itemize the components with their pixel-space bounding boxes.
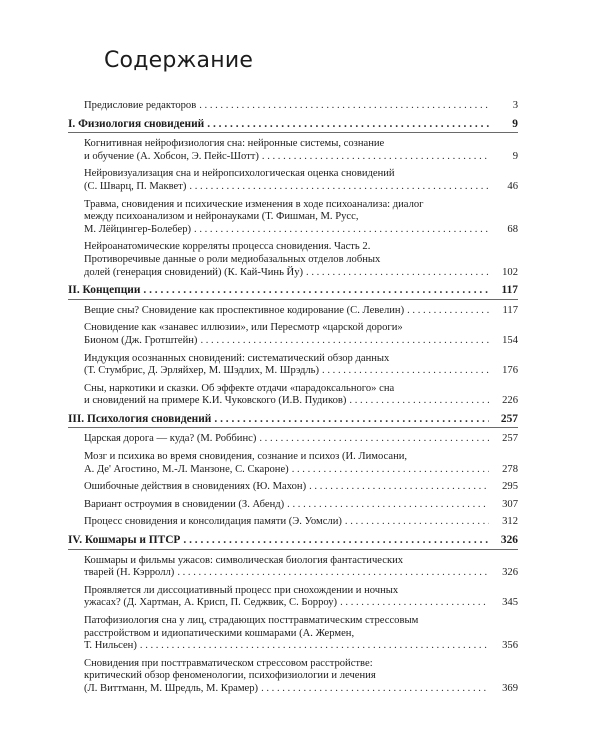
- dot-leader: [292, 464, 489, 477]
- page-number: 257: [500, 412, 518, 425]
- toc-part-heading: [68, 118, 518, 131]
- toc-entry: [68, 168, 518, 193]
- toc-entry-title: (С. Шварц, П. Маквет): [84, 180, 187, 192]
- toc-entry: [68, 481, 518, 494]
- toc-entry: [68, 433, 518, 446]
- dot-leader: [349, 395, 489, 408]
- toc-entry-title: Т. Нильсен): [84, 640, 137, 652]
- toc-entry-line: Нейровизуализация сна и нейропсихологическая оценка сновидений: [84, 168, 395, 180]
- toc-entry-line: Патофизиология сна у лиц, страдающих посттравматическим стрессовым: [84, 615, 419, 626]
- toc-entry: [68, 353, 518, 378]
- toc-entry-line: Сновидения при посттравматическом стрессовом расстройстве:: [84, 657, 373, 669]
- toc-entry-title: и обучение (А. Хобсон, Э. Пейс-Шотт): [84, 150, 259, 162]
- toc-entry: [68, 516, 518, 529]
- dot-leader: [309, 481, 489, 494]
- dot-leader: [207, 118, 489, 131]
- toc-entry-title: Царская дорога — куда? (М. Роббинс): [84, 433, 257, 445]
- toc-entry: [68, 322, 518, 347]
- toc-entry-line: Кошмары и фильмы ужасов: символическая биология фантастических: [84, 554, 404, 566]
- page-number: 46: [507, 180, 518, 192]
- toc-entry-title: тварей (Н. Кэрролл): [84, 567, 175, 579]
- page-number: 9: [512, 150, 518, 162]
- dot-leader: [262, 151, 489, 164]
- toc-entry-line: расстройством и идиопатическими кошмарами (А. Жермен,: [84, 627, 355, 639]
- toc-entry-title: Процесс сновидения и консолидация памяти (Э. Уомсли): [84, 516, 342, 528]
- page-number: 226: [502, 395, 518, 407]
- dot-leader: [306, 267, 489, 280]
- toc-entry-title: Предисловие редакторов: [84, 100, 197, 111]
- toc-entry: [68, 615, 518, 653]
- toc-entry-title: III. Психология сновидений: [68, 412, 212, 425]
- dot-leader: [259, 433, 489, 446]
- dot-leader: [345, 516, 489, 529]
- page-number: 345: [502, 597, 518, 609]
- toc-entry-title: IV. Кошмары и ПТСР: [68, 534, 181, 547]
- page-number: 257: [502, 433, 518, 445]
- toc-entry-line: Мозг и психика во время сновидения, сознание и психоз (И. Лимосани,: [84, 451, 408, 463]
- toc-entry: [68, 555, 518, 580]
- toc-entry-title: и сновидений на примере К.И. Чуковского (И.В. Пудиков): [84, 395, 347, 407]
- toc-entry: [68, 585, 518, 610]
- dot-leader: [189, 181, 489, 194]
- page-number: 307: [502, 498, 518, 510]
- dot-leader: [200, 335, 489, 348]
- toc-entry-title: М. Лёйцингер-Болебер): [84, 223, 192, 235]
- toc-entry-title: долей (генерация сновидений) (К. Кай-Чинь Йу): [84, 266, 304, 278]
- page-number: 117: [502, 304, 518, 316]
- dot-leader: [340, 597, 489, 610]
- toc-entry-title: Вещие сны? Сновидение как проспективное кодирование (С. Левелин): [84, 304, 405, 316]
- dot-leader: [140, 640, 489, 653]
- toc-entry: [68, 658, 518, 696]
- dot-leader: [194, 224, 489, 237]
- page-number: 154: [502, 334, 518, 346]
- dot-leader: [322, 365, 489, 378]
- page-number: 102: [502, 266, 518, 278]
- dot-leader: [261, 683, 489, 696]
- toc-entry-line: Проявляется ли диссоциативный процесс при снохождении и ночных: [84, 584, 399, 596]
- toc-entry: [68, 100, 518, 113]
- toc-entry-title: (Т. Стумбрис, Д. Эрляйхер, М. Шэдлих, М. Шрэдль): [84, 365, 320, 377]
- page-number: 326: [500, 534, 518, 547]
- toc-entry: [68, 383, 518, 408]
- dot-leader: [214, 413, 489, 426]
- toc-entry-line: Индукция осознанных сновидений: систематический обзор данных: [84, 352, 390, 364]
- toc-entry-title: Вариант остроумия в сновидении (З. Абенд): [84, 498, 285, 510]
- page-number: 3: [512, 100, 518, 111]
- toc-entry-title: Ошибочные действия в сновидениях (Ю. Махон): [84, 481, 307, 493]
- dot-leader: [199, 100, 489, 113]
- toc-entry: [68, 199, 518, 237]
- toc-entry-title: ужасах? (Д. Хартман, А. Крисп, П. Седжвик, С. Борроу): [84, 597, 338, 609]
- page-number: 295: [502, 481, 518, 493]
- toc-part-heading: [68, 284, 518, 297]
- toc-entry-line: Сны, наркотики и сказки. Об эффекте отдачи «парадоксального» сна: [84, 382, 395, 394]
- toc-entry: [68, 451, 518, 476]
- page-number: 369: [502, 682, 518, 694]
- toc-entry-line: Когнитивная нейрофизиология сна: нейронные системы, сознание: [84, 138, 385, 150]
- page-number: 117: [501, 284, 518, 297]
- toc-entry: [68, 241, 518, 279]
- page-number: 9: [512, 117, 518, 130]
- dot-leader: [177, 567, 489, 580]
- toc-entry: [68, 138, 518, 163]
- page-title: Содержание: [104, 48, 254, 73]
- page-number: 326: [502, 567, 518, 579]
- toc-entry-title: Бионом (Дж. Гротштейн): [84, 334, 198, 346]
- dot-leader: [183, 534, 489, 547]
- toc-entry-line: Нейроанатомические корреляты процесса сновидения. Часть 2.: [84, 241, 371, 253]
- toc-entry: [68, 499, 518, 512]
- page-number: 356: [502, 640, 518, 652]
- toc-part-heading: [68, 413, 518, 426]
- table-of-contents: [68, 100, 518, 701]
- toc-entry-title: А. Де' Агостино, М.-Л. Манзоне, С. Скароне): [84, 463, 289, 475]
- toc-entry-line: Сновидение как «занавес иллюзии», или Пересмотр «царской дороги»: [84, 322, 403, 334]
- toc-entry-line: критический обзор феноменологии, психофизиологии и лечения: [84, 670, 376, 682]
- toc-entry-line: Травма, сновидения и психические изменения в ходе психоанализа: диалог: [84, 198, 424, 210]
- page-number: 312: [502, 516, 518, 528]
- toc-entry-line: Противоречивые данные о роли медиобазальных отделов лобных: [84, 253, 381, 265]
- page-number: 278: [502, 463, 518, 475]
- toc-entry-title: II. Концепции: [68, 284, 141, 297]
- toc-entry-title: I. Физиология сновидений: [68, 117, 205, 130]
- page-number: 68: [507, 223, 518, 235]
- dot-leader: [287, 499, 489, 512]
- dot-leader: [407, 305, 489, 318]
- toc-entry-line: между психоанализом и нейронауками (Т. Фишман, М. Русс,: [84, 211, 359, 223]
- dot-leader: [143, 284, 489, 297]
- toc-entry-title: (Л. Виттманн, М. Шредль, М. Крамер): [84, 682, 259, 694]
- page-number: 176: [502, 365, 518, 377]
- toc-part-heading: [68, 534, 518, 547]
- toc-entry: [68, 305, 518, 318]
